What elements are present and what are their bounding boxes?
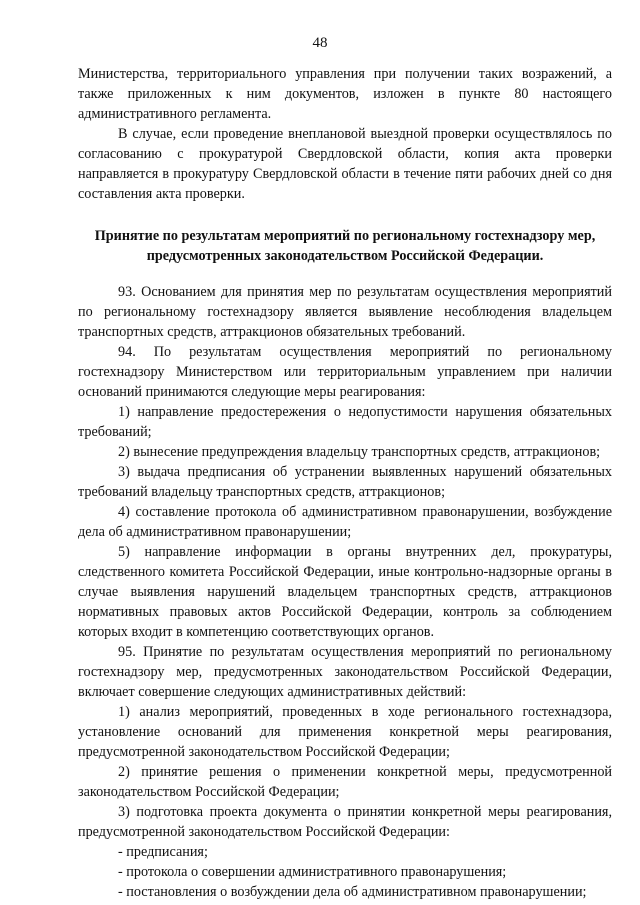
list-item-94-2: 2) вынесение предупреждения владельцу транспортных средств, аттракционов; — [118, 444, 601, 460]
page-number: 48 — [312, 35, 328, 51]
paragraph-93: 93. Основанием для принятия мер по результатам осуществления мероприятий по региональному гостехнадзору является выявление несоблюдения владельцем транспортных средств, аттракционов обязательных требований. — [78, 284, 612, 340]
paragraph-94: 94. По результатам осуществления мероприятий по региональному гостехнадзору Министерством или территориальным управлением при наличии оснований принимаются следующие меры реагирования: — [78, 344, 612, 400]
dash-item-resolution: - постановления о возбуждении дела об административном правонарушении; — [118, 884, 587, 900]
list-item-95-3: 3) подготовка проекта документа о принятии конкретной меры реагирования, предусмотренной законодательством Российской Федерации: — [78, 804, 612, 840]
list-item-95-2: 2) принятие решения о применении конкретной меры, предусмотренной законодательством Российской Федерации; — [78, 764, 612, 800]
dash-item-protocol: - протокола о совершении административного правонарушения; — [118, 864, 507, 880]
dash-item-order: - предписания; — [118, 844, 208, 860]
paragraph-95: 95. Принятие по результатам осуществления мероприятий по региональному гостехнадзору мер, предусмотренных законодательством Российской Федерации, включает совершение следующих административных действий: — [78, 644, 612, 700]
list-item-94-1: 1) направление предостережения о недопустимости нарушения обязательных требований; — [78, 404, 612, 440]
list-item-94-4: 4) составление протокола об административном правонарушении, возбуждение дела об административном правонарушении; — [78, 504, 612, 540]
document-body — [78, 64, 612, 902]
list-item-94-5: 5) направление информации в органы внутренних дел, прокуратуры, следственного комитета Российской Федерации, иные контрольно-надзорные органы в случае выявления нарушений владельцем транспортных средств, аттракционов нормативных правовых актов Российской Федерации, контроль за соблюдением которых входит в компетенцию соответствующих органов. — [78, 544, 612, 640]
paragraph-prosecutor-copy: В случае, если проведение внеплановой выездной проверки осуществлялось по согласованию с прокуратурой Свердловской области, копия акта проверки направляется в прокуратуру Свердловской области в течение пяти рабочих дней со дня составления акта проверки. — [78, 126, 612, 202]
paragraph-continued: Министерства, территориального управления при получении таких возражений, а также приложенных к ним документов, изложен в пункте 80 настоящего административного регламента. — [78, 66, 612, 122]
section-heading: Принятие по результатам мероприятий по региональному гостехнадзору мер, предусмотренных законодательством Российской Федерации. — [94, 228, 596, 264]
list-item-95-1: 1) анализ мероприятий, проведенных в ходе регионального гостехнадзора, установление оснований для применения конкретной меры реагирования, предусмотренной законодательством Российской Федерации; — [78, 704, 612, 760]
list-item-94-3: 3) выдача предписания об устранении выявленных нарушений обязательных требований владельцу транспортных средств, аттракционов; — [78, 464, 612, 500]
